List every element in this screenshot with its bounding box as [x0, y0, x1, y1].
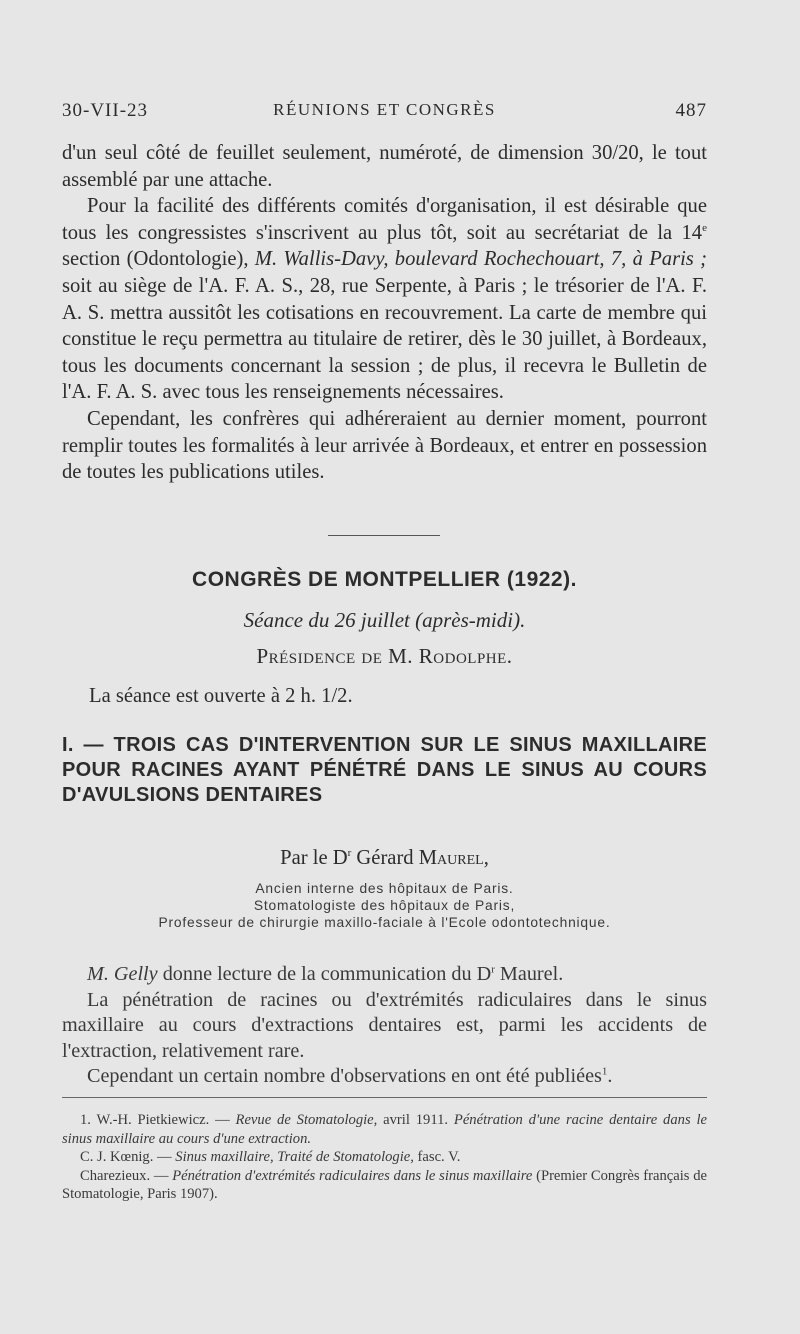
- reader-name: M. Gelly: [87, 963, 158, 985]
- intro-text: [62, 140, 707, 486]
- paragraph-2-part-c: soit au siège de l'A. F. A. S., 28, rue Serpente, à Paris ; le trésorier de l'A. F. A. S. mettra aussitôt les cotisations en recouvrement. La carte de membre qui constitue le reçu permettra au titulaire de retirer, dès le 30 juillet, à Bordeaux, tous les documents concernant la session ; de plus, il recevra le Bulletin de l'A. F. A. S. avec tous les renseignements nécessaires.: [62, 274, 707, 404]
- paragraph-2-part-b: section (Odontologie),: [62, 248, 255, 271]
- author-last-name: Maurel,: [418, 847, 489, 869]
- seance-date: Séance du 26 juillet (après-midi).: [243, 608, 526, 632]
- author-affiliations: [62, 880, 707, 931]
- footnotes: [62, 1111, 707, 1204]
- footnote-1-journal: Revue de Stomatologie,: [235, 1112, 378, 1128]
- affiliation: Ancien interne des hôpitaux de Paris.: [255, 881, 514, 896]
- footnote-1-date: avril 1911.: [377, 1112, 454, 1128]
- article-paragraph-1-part-b: Maurel.: [494, 963, 564, 985]
- footnote-ref: 1: [601, 1065, 608, 1078]
- footnote-1: [62, 1111, 707, 1148]
- paragraph-3: Cependant, les confrères qui adhéreraient au dernier moment, pourront remplir toutes les formalités à leur arrivée à Bordeaux, et entrer en possession de toutes les publications utiles.: [62, 407, 707, 484]
- running-head: [62, 100, 707, 130]
- article-paragraph-3-text: Cependant un certain nombre d'observations en ont été publiées: [87, 1065, 602, 1087]
- footnote-2-title: Sinus maxillaire, Traité de Stomatologie,: [175, 1149, 414, 1166]
- article-paragraph-3: [62, 1064, 707, 1090]
- footnote-3-author: Charezieux. —: [80, 1167, 173, 1184]
- presidence: [62, 644, 707, 669]
- congress-title: CONGRÈS DE MONTPELLIER (1922).: [192, 568, 577, 591]
- author-line: [62, 847, 707, 870]
- ordinal-sup: e: [702, 221, 707, 234]
- president-name: M. Rodolphe.: [388, 644, 513, 668]
- article-paragraph-3-end: .: [607, 1065, 613, 1087]
- seance-opening: La séance est ouverte à 2 h. 1/2.: [89, 685, 353, 707]
- article-body: [62, 962, 707, 1090]
- running-head-section: RÉUNIONS ET CONGRÈS: [273, 100, 496, 119]
- running-head-date: 30-VII-23: [62, 100, 149, 121]
- presidence-prefix: Présidence de: [256, 644, 383, 668]
- article-title: I. — TROIS CAS D'INTERVENTION SUR LE SINUS MAXILLAIRE POUR RACINES AYANT PÉNÉTRÉ DANS LE SINUS AU COURS D'AVULSIONS DENTAIRES: [62, 734, 707, 806]
- page-number: 487: [675, 100, 707, 121]
- article-paragraph-2: La pénétration de racines ou d'extrémités radiculaires dans le sinus maxillaire au cours d'extractions dentaires est, parmi les accidents de l'extraction, relativement rare.: [62, 988, 707, 1062]
- article-paragraph-1: [62, 962, 707, 988]
- footnote-2: [62, 1148, 707, 1167]
- section-separator: [328, 535, 440, 536]
- footnote-3-title: Pénétration d'extrémités radiculaires dans le sinus maxillaire: [172, 1167, 533, 1184]
- footnote-1-title: Pénétration d'une racine dentaire dans le sinus maxillaire au cours d'une extraction.: [62, 1112, 708, 1147]
- author-sup: r: [347, 847, 352, 860]
- footnote-3: [62, 1167, 707, 1204]
- paragraph-1: d'un seul côté de feuillet seulement, numéroté, de dimension 30/20, le tout assemblé par une attache.: [62, 142, 707, 191]
- footnote-2-author: C. J. Kœnig. —: [80, 1149, 176, 1166]
- footnote-2-fascicle: fasc. V.: [413, 1149, 461, 1166]
- footnote-1-author: 1. W.-H. Pietkiewicz. —: [80, 1112, 236, 1128]
- paragraph-2-part-a: Pour la facilité des différents comités d'organisation, il est désirable que tous les congressistes s'inscrivent au plus tôt, soit au secrétariat de la 14: [62, 195, 707, 244]
- contact-address: M. Wallis-Davy, boulevard Rochechouart, 7, à Paris ;: [254, 248, 707, 271]
- author-prefix: Par le D: [280, 847, 348, 869]
- paragraph-2: [62, 193, 707, 406]
- article-paragraph-1-part-a: donne lecture de la communication du D: [157, 963, 492, 985]
- footnote-rule: [62, 1097, 707, 1098]
- title-sup: r: [491, 963, 495, 976]
- affiliation: Stomatologiste des hôpitaux de Paris,: [253, 898, 516, 913]
- affiliation: Professeur de chirurgie maxillo-faciale à l'Ecole odontotechnique.: [158, 915, 611, 930]
- footnote-3-source: (Premier Congrès français de Stomatologie, Paris 1907).: [62, 1167, 707, 1203]
- author-first-name: Gérard: [351, 847, 419, 869]
